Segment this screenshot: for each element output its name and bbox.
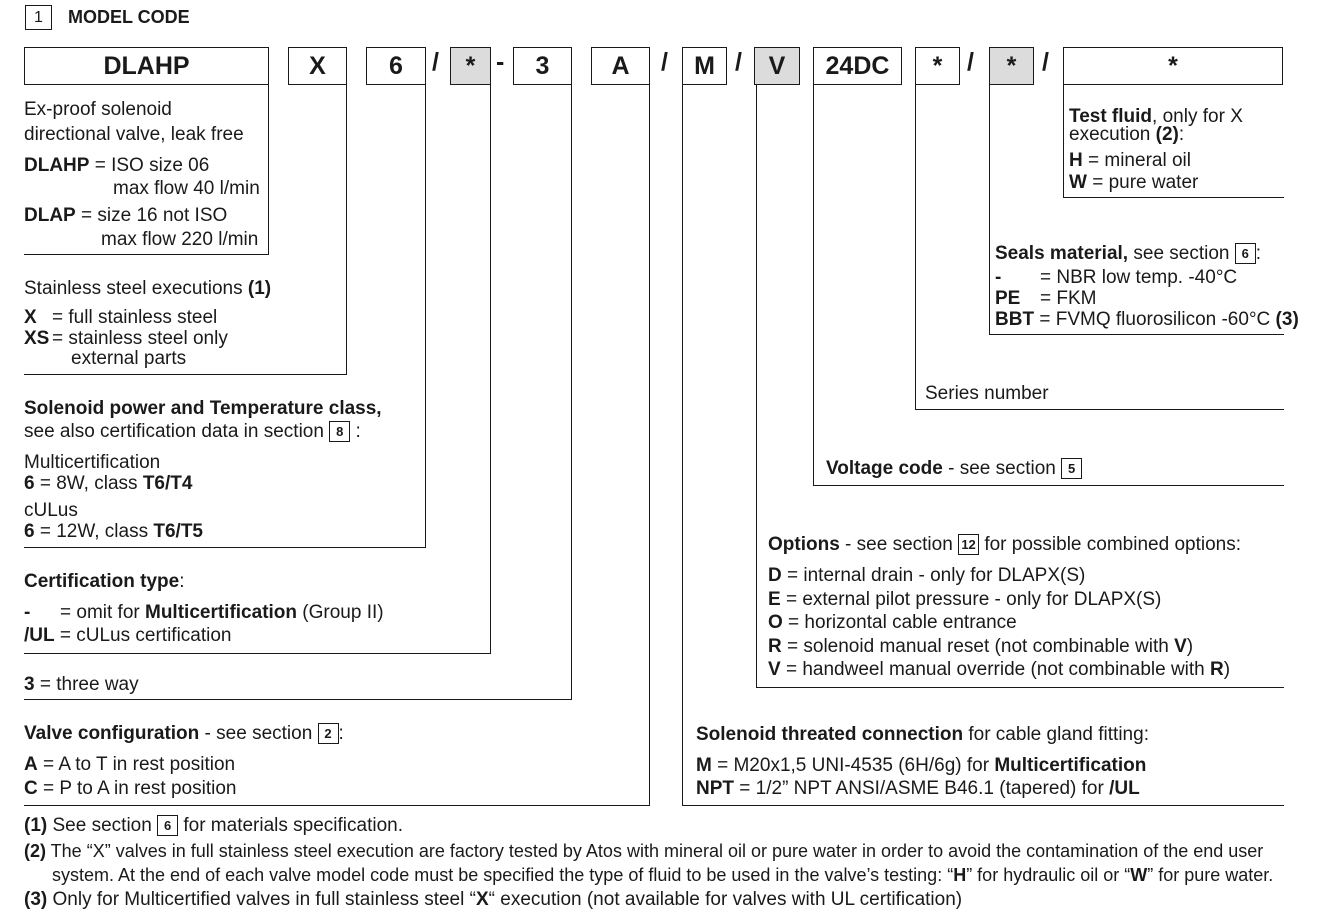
- option-desc: = 8W, class: [34, 473, 143, 494]
- connection-option-m: [696, 755, 1146, 777]
- stainless-title-text: Stainless steel executions: [24, 278, 248, 299]
- stainless-option-xs: [24, 328, 49, 350]
- footnote-bold: X: [475, 889, 489, 910]
- option-desc: = mineral oil: [1082, 150, 1191, 171]
- certification-option-dash-desc: [60, 602, 384, 624]
- test-fluid-option-w: [1069, 172, 1198, 194]
- seals-title: [995, 243, 1261, 265]
- connection-option-npt: [696, 778, 1140, 800]
- option-code: O: [768, 612, 783, 633]
- title-text: Test fluid: [1069, 106, 1153, 127]
- title-end: :: [338, 723, 344, 744]
- code-box-voltage: 24DC: [813, 47, 902, 85]
- footnote-code: (3): [24, 889, 48, 910]
- title-desc: for cable gland fitting:: [963, 724, 1149, 745]
- footnote-text: “ execution (not available for valves with UL certification): [488, 889, 963, 910]
- voltage-title: [826, 458, 1082, 480]
- slash-separator: /: [1042, 48, 1049, 76]
- connector-line: [682, 85, 683, 806]
- code-box-star-1: *: [450, 47, 491, 85]
- valve-description-line1: Ex-proof solenoid: [24, 99, 172, 120]
- option-code: X: [24, 307, 37, 328]
- connector-line: [24, 547, 426, 548]
- connector-line: [989, 334, 1284, 335]
- option-code: E: [768, 589, 781, 610]
- subtitle-end: :: [350, 421, 361, 442]
- option-desc: = M20x1,5 UNI-4535 (6H/6g) for: [711, 755, 995, 776]
- footnote-bold: H: [953, 865, 967, 885]
- connector-line: [490, 85, 491, 654]
- options-title: [768, 534, 1241, 556]
- code-box-6: 6: [366, 47, 426, 85]
- seals-option-dash-desc: = NBR low temp. -40°C: [1040, 267, 1238, 288]
- code-box-v: V: [754, 47, 800, 85]
- option-desc: = 12W, class: [34, 521, 154, 542]
- connector-line: [756, 85, 757, 688]
- connector-line: [571, 85, 572, 700]
- code-box-star-3: *: [989, 47, 1034, 85]
- footnote-1: [24, 815, 403, 837]
- connector-line: [915, 85, 916, 410]
- dash-separator: -: [496, 48, 505, 76]
- title-end: for possible combined options:: [979, 534, 1241, 555]
- slash-separator: /: [735, 48, 742, 76]
- option-bold: Multicertification: [145, 602, 298, 623]
- option-code: 6: [24, 521, 35, 542]
- connector-line: [813, 85, 814, 486]
- footnote-text: for materials specification.: [178, 815, 403, 836]
- option-code: XS: [24, 328, 50, 349]
- line-text: execution: [1069, 124, 1156, 145]
- section-ref: 6: [157, 815, 178, 836]
- code-box-m: M: [682, 47, 727, 85]
- section-ref: 6: [1235, 243, 1256, 264]
- footnote-2: [24, 840, 1263, 862]
- stainless-option-x-desc: = full stainless steel: [52, 307, 218, 328]
- option-code: R: [768, 636, 782, 657]
- footnote-text: The “X” valves in full stainless steel execution are factory tested by Atos with mineral oil or pure water in order to avoid the contamination of the end user: [46, 841, 1264, 861]
- config-title: [24, 723, 344, 745]
- title-text: Seals material,: [995, 243, 1129, 264]
- code-box-x: X: [288, 47, 347, 85]
- stainless-title: [24, 278, 271, 300]
- connector-line: [24, 699, 572, 700]
- option-end: (Group II): [297, 602, 384, 623]
- connector-line: [1063, 197, 1284, 198]
- stainless-option-xs-desc: = stainless steel only: [52, 328, 228, 349]
- section-ref: 8: [329, 421, 350, 442]
- seals-option-bbt: [995, 309, 1299, 331]
- option-bold: Multicertification: [994, 755, 1147, 776]
- option-code: 3: [24, 674, 35, 695]
- multicertification-label: Multicertification: [24, 452, 161, 473]
- connector-line: [915, 409, 1284, 410]
- slash-separator: /: [661, 48, 668, 76]
- footnote-text: system. At the end of each valve model code must be specified the type of fluid to be used in the valve’s testing: “: [52, 865, 954, 885]
- connector-line: [425, 85, 426, 548]
- note-ref: (1): [247, 278, 272, 299]
- connector-line: [24, 254, 269, 255]
- series-number-label: Series number: [925, 383, 1049, 404]
- valve-option-dlap-flow: max flow 220 l/min: [101, 229, 259, 250]
- way-option: [24, 674, 139, 696]
- title-end: :: [179, 571, 185, 592]
- option-code: PE: [995, 288, 1021, 309]
- title-text: Solenoid threated connection: [696, 724, 964, 745]
- options-option-d: [768, 565, 1085, 587]
- option-desc: = external pilot pressure - only for DLAPX(S): [780, 589, 1162, 610]
- culus-label: cULus: [24, 500, 78, 521]
- option-bold: V: [1174, 636, 1187, 657]
- option-end: ): [1186, 636, 1194, 657]
- stainless-option-xs-desc2: external parts: [71, 348, 187, 369]
- connector-line: [24, 805, 650, 806]
- code-box-a: A: [591, 47, 650, 85]
- option-desc: = horizontal cable entrance: [782, 612, 1017, 633]
- footnote-code: (1): [24, 815, 48, 836]
- valve-option-dlap: [24, 205, 227, 227]
- option-code: D: [768, 565, 782, 586]
- option-desc: = P to A in rest position: [37, 778, 237, 799]
- stainless-option-x: [24, 307, 37, 329]
- option-code: 6: [24, 473, 35, 494]
- config-option-c: [24, 778, 236, 800]
- option-end: ): [1223, 659, 1231, 680]
- code-box-3: 3: [513, 47, 572, 85]
- footnote-text: ” for hydraulic oil or “: [966, 865, 1131, 885]
- options-option-o: [768, 612, 1017, 634]
- connector-line: [813, 485, 1284, 486]
- title-desc: - see section: [839, 534, 959, 555]
- footnote-bold: W: [1130, 865, 1148, 885]
- temp-class: T6/T4: [142, 473, 193, 494]
- options-option-v: [768, 659, 1230, 681]
- connector-line: [989, 85, 990, 335]
- section-title: MODEL CODE: [68, 7, 190, 27]
- section-ref: 2: [318, 723, 339, 744]
- test-fluid-option-h: [1069, 150, 1191, 172]
- connector-line: [756, 687, 1284, 688]
- title-desc: see section: [1128, 243, 1235, 264]
- option-code: DLAP: [24, 205, 76, 226]
- temp-class: T6/T5: [153, 521, 203, 542]
- title-text: Certification type: [24, 571, 180, 592]
- option-desc: = 1/2” NPT ANSI/ASME B46.1 (tapered) for: [734, 778, 1110, 799]
- title-desc: - see section: [199, 723, 318, 744]
- connection-title: [696, 724, 1149, 746]
- option-code: H: [1069, 150, 1083, 171]
- code-box-dlahp: DLAHP: [24, 47, 269, 85]
- connector-line: [649, 85, 650, 806]
- connector-line: [1063, 85, 1064, 198]
- connector-line: [346, 85, 347, 375]
- option-bold: R: [1210, 659, 1224, 680]
- option-desc: = handweel manual override (not combinable with: [780, 659, 1211, 680]
- certification-option-dash: [24, 602, 30, 624]
- certification-title: [24, 571, 184, 593]
- title-end: :: [1255, 243, 1262, 264]
- code-box-star-2: *: [915, 47, 960, 85]
- connector-line: [24, 374, 347, 375]
- valve-description-line2: directional valve, leak free: [24, 124, 244, 145]
- option-code: V: [768, 659, 781, 680]
- valve-option-dlahp-flow: max flow 40 l/min: [113, 178, 260, 199]
- footnote-text: ” for pure water.: [1147, 865, 1274, 885]
- title-text: Voltage code: [826, 458, 943, 479]
- title-desc: , only for X: [1152, 106, 1243, 127]
- option-desc: = internal drain - only for DLAPX(S): [781, 565, 1086, 586]
- config-option-a: [24, 754, 235, 776]
- test-fluid-line2: [1069, 124, 1184, 146]
- solenoid-title: Solenoid power and Temperature class,: [24, 398, 382, 419]
- note-ref: (3): [1275, 309, 1299, 330]
- option-bold: /UL: [1109, 778, 1140, 799]
- option-desc: = pure water: [1086, 172, 1199, 193]
- option-code: -: [995, 267, 1002, 288]
- option-desc: = A to T in rest position: [37, 754, 236, 775]
- solenoid-option-culus: [24, 521, 203, 543]
- title-text: Options: [768, 534, 840, 555]
- option-code: -: [24, 602, 31, 623]
- option-code: DLAHP: [24, 155, 90, 176]
- option-desc: = FVMQ fluorosilicon -60°C: [1034, 309, 1276, 330]
- footnote-text: See section: [47, 815, 158, 836]
- certification-option-ul: [24, 625, 232, 647]
- options-option-e: [768, 589, 1161, 611]
- solenoid-option-multi: [24, 473, 192, 495]
- option-code: NPT: [696, 778, 734, 799]
- seals-option-pe-desc: = FKM: [1040, 288, 1097, 309]
- option-code: M: [696, 755, 712, 776]
- valve-option-dlahp: [24, 155, 209, 177]
- line-end: :: [1178, 124, 1185, 145]
- option-desc: = ISO size 06: [89, 155, 210, 176]
- option-desc: = size 16 not ISO: [75, 205, 228, 226]
- seals-option-pe: [995, 288, 1020, 310]
- option-code: BBT: [995, 309, 1035, 330]
- code-box-star-4: *: [1063, 47, 1283, 85]
- connector-line: [24, 653, 491, 654]
- option-code: /UL: [24, 625, 55, 646]
- footnote-code: (2): [24, 841, 46, 861]
- section-number: 1: [25, 5, 52, 30]
- slash-separator: /: [967, 48, 974, 76]
- seals-option-dash: [995, 267, 1001, 289]
- connector-line: [682, 805, 1284, 806]
- option-desc: = three way: [34, 674, 139, 695]
- footnote-text: Only for Multicertified valves in full stainless steel “: [47, 889, 476, 910]
- section-ref: 5: [1061, 458, 1082, 479]
- option-code: C: [24, 778, 38, 799]
- connector-line: [268, 85, 269, 255]
- note-ref: (2): [1155, 124, 1179, 145]
- option-code: A: [24, 754, 38, 775]
- subtitle-text: see also certification data in section: [24, 421, 330, 442]
- option-desc: = omit for: [60, 602, 145, 623]
- solenoid-subtitle: [24, 421, 361, 443]
- footnote-3: [24, 889, 962, 911]
- slash-separator: /: [432, 48, 439, 76]
- footnote-2-line2: [52, 864, 1273, 886]
- option-code: W: [1069, 172, 1087, 193]
- option-desc: = solenoid manual reset (not combinable with: [781, 636, 1175, 657]
- options-option-r: [768, 636, 1193, 658]
- title-text: Valve configuration: [24, 723, 200, 744]
- option-desc: = cULus certification: [54, 625, 232, 646]
- section-ref: 12: [958, 534, 979, 555]
- title-desc: - see section: [942, 458, 1062, 479]
